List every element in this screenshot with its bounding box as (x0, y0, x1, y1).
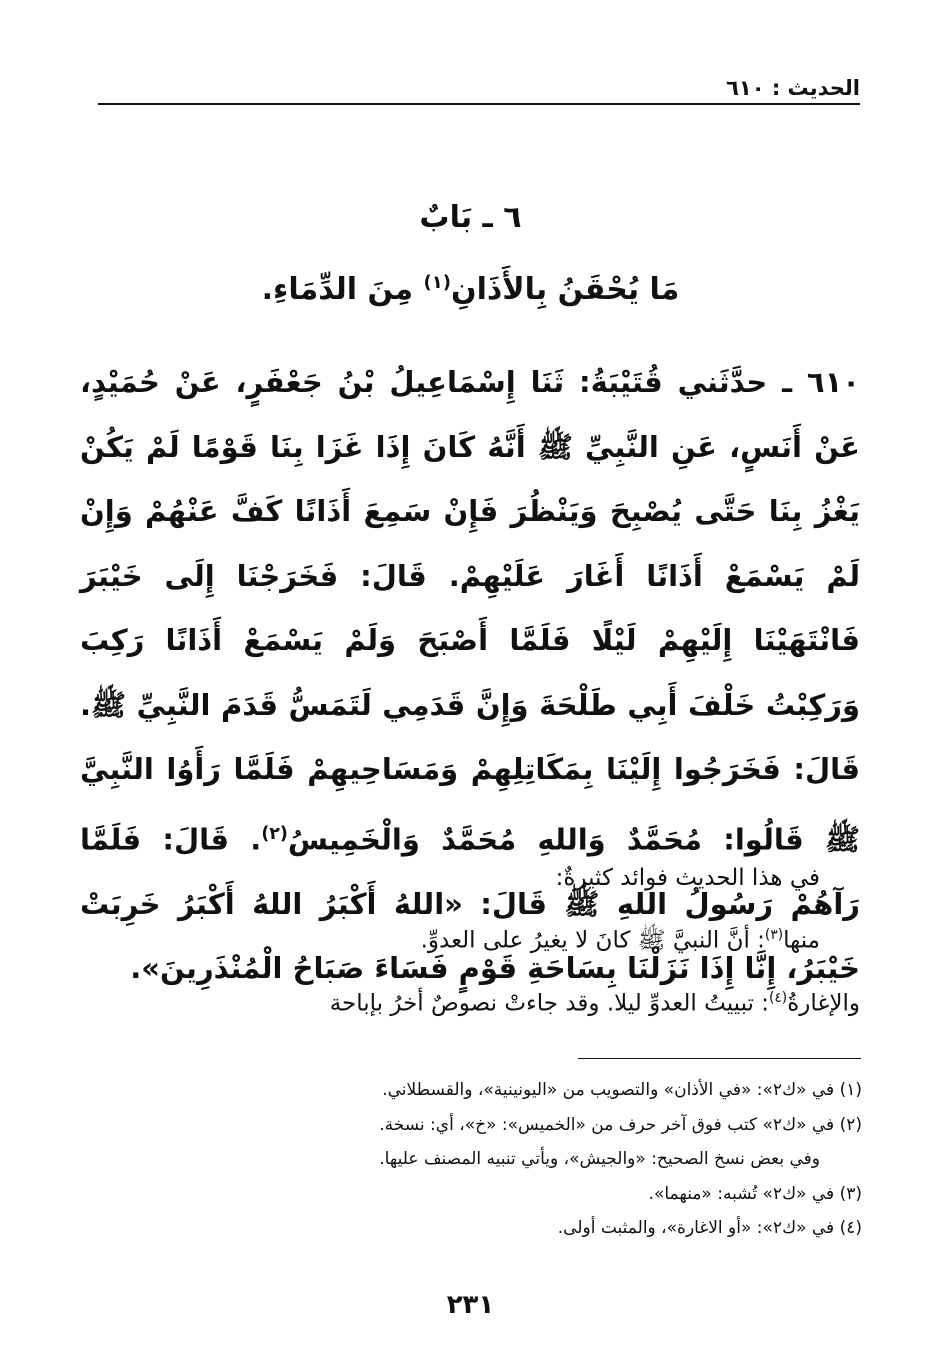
footnote-ref-1: (١) (423, 272, 452, 293)
chapter-title-end: مِنَ الدِّمَاءِ. (261, 272, 424, 307)
chapter-title-text: مَا يُحْقَنُ بِالأَذَانِ (451, 272, 680, 307)
commentary-item-1-text: : أنَّ النبيَّ ﷺ كانَ لا يغيرُ على العدوِّ. (420, 927, 765, 954)
commentary-item-1 (80, 907, 860, 970)
header-divider (98, 103, 860, 105)
footnote: (٤) في «ك٢»: «أو الاغارة»، والمثبت أولى. (557, 1218, 862, 1238)
commentary-item-1-lead: منها (783, 927, 820, 954)
footnote-divider (578, 1058, 861, 1059)
chapter-heading: ٦ ـ بَابٌ (419, 200, 522, 235)
commentary-item-2-lead: والإغارةُ (787, 990, 860, 1017)
hadith-text-part2: . قَالَ: فَلَمَّا رَآهُمْ رَسُولُ اللهِ ﷺ قَالَ: «اللهُ أَكْبَرُ اللهُ أَكْبَرُ خَرِبَتْ خَيْبَرُ، إِنَّا إِذَا نَزَلْنَا بِسَاحَةِ قَوْمٍ فَسَاءَ صَبَاحُ الْمُنْذَرِينَ». (80, 822, 860, 986)
commentary-item-2-text: : تبييتُ العدوِّ ليلا. وقد جاءتْ نصوصٌ أخرُ بإباحة (329, 990, 769, 1017)
commentary-intro: في هذا الحديث فوائد كثيرةٌ: (555, 865, 820, 891)
footnote: (٣) في «ك٢» تُشبه: «منهما». (648, 1183, 862, 1204)
hadith-text-part1: ٦١٠ ـ حدَّثَني قُتَيْبَةُ: ثَنَا إِسْمَاعِيلُ بْنُ جَعْفَرٍ، عَنْ حُمَيْدٍ، عَنْ أَنَسٍ، عَنِ النَّبِيِّ ﷺ أَنَّهُ كَانَ إِذَا غَزَا بِنَا قَوْمًا لَمْ يَكُنْ يَغْزُ بِنَا حَتَّى يُصْبِحَ وَيَنْظُرَ فَإِنْ سَمِعَ أَذَانًا كَفَّ عَنْهُمْ وَإِنْ لَمْ يَسْمَعْ أَذَانًا أَغَارَ عَلَيْهِمْ. قَالَ: فَخَرَجْنَا إِلَى خَيْبَرَ فَانْتَهَيْنَا إِلَيْهِمْ لَيْلًا فَلَمَّا أَصْبَحَ وَلَمْ يَسْمَعْ أَذَانًا رَكِبَ وَرَكِبْتُ خَلْفَ أَبِي طَلْحَةَ وَإِنَّ قَدَمِي لَتَمَسُّ قَدَمَ النَّبِيِّ ﷺ. قَالَ: فَخَرَجُوا إِلَيْنَا بِمَكَاتِلِهِمْ وَمَسَاحِيهِمْ فَلَمَّا رَأَوُا النَّبِيَّ ﷺ قَالُوا: مُحَمَّدٌ وَاللهِ مُحَمَّدٌ وَالْخَمِيسُ (80, 365, 860, 857)
running-head: الحديث : ٦١٠ (726, 76, 860, 100)
commentary-item-2 (80, 970, 860, 1033)
page-number: ٢٣١ (446, 1290, 495, 1320)
commentary (80, 850, 860, 1032)
footnote-continuation: وفي بعض نسخ الصحيح: «والجيش»، ويأتي تنبيه المصنف عليها. (379, 1149, 820, 1169)
footnote: (١) في «ك٢»: «في الأذان» والتصويب من «اليونينية»، والقسطلاني. (382, 1080, 862, 1100)
chapter-title (0, 272, 941, 307)
footnote-ref-3: (٣) (764, 927, 784, 943)
footnote: (٢) في «ك٢» كتب فوق آخر حرف من «الخميس»: «خ»، أي: نسخة. (379, 1114, 862, 1135)
footnote-ref-2: (٢) (261, 823, 288, 844)
footnote-ref-4: (٤) (768, 989, 788, 1006)
footnotes (250, 1073, 862, 1246)
